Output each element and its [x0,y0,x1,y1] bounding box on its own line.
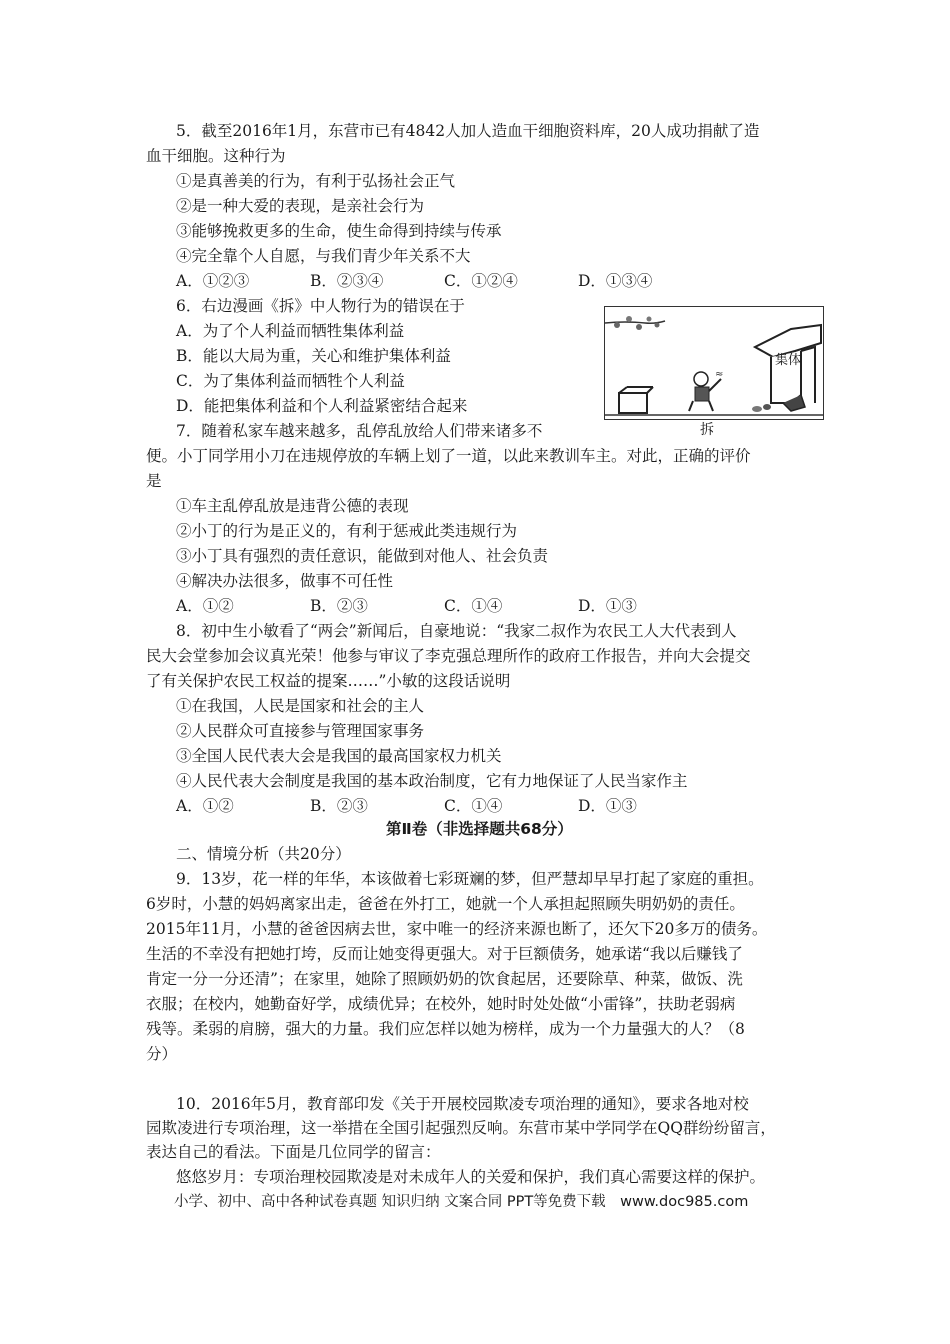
q8-stem-line2: 民大会堂参加会议真光荣！他参与审议了李克强总理所作的政府工作报告，并向大会提交 [146,647,751,665]
q5-option-a: A．①②③ [176,272,250,290]
q9-line2: 6岁时，小慧的妈妈离家出走，爸爸在外打工，她就一个人承担起照顾失明奶奶的责任。 [146,895,745,913]
q9-line1: 9．13岁，花一样的年华，本该做着七彩斑斓的梦，但严慧却早早打起了家庭的重担。 [176,870,764,888]
q5-option-d: D．①③④ [578,272,653,290]
q10-line1: 10．2016年5月，教育部印发《关于开展校园欺凌专项治理的通知》，要求各地对校 [176,1095,749,1113]
q8-stem-line3: 了有关保护农民工权益的提案……”小敏的这段话说明 [146,672,511,690]
q9-line4: 生活的不幸没有把她打垮，反而让她变得更强大。对于巨额债务，她承诺“我以后赚钱了 [146,945,743,963]
q5-stem-line1: 5．截至2016年1月，东营市已有4842人加人造血干细胞资料库，20人成功捐献了造 [176,122,760,140]
part2-heading: 第Ⅱ卷（非选择题共68分） [386,820,573,838]
q7-stem-line1: 7．随着私家车越来越多，乱停乱放给人们带来诸多不 [176,422,543,440]
q8-option-a: A．①② [176,797,234,815]
q10-line3: 表达自己的看法。下面是几位同学的留言： [146,1143,441,1161]
q7-option-d: D．①③ [578,597,637,615]
q6-stem: 6．右边漫画《拆》中人物行为的错误在于 [176,297,465,315]
q7-stem-line3: 是 [146,472,162,490]
q7-option-a: A．①② [176,597,234,615]
q9-line3: 2015年11月，小慧的爸爸因病去世，家中唯一的经济来源也断了，还欠下20多万的债务。 [146,920,768,938]
q8-statement-1: ①在我国，人民是国家和社会的主人 [176,697,425,715]
q7-statement-3: ③小丁具有强烈的责任意识，能做到对他人、社会负责 [176,547,549,565]
q5-statement-1: ①是真善美的行为，有利于弘扬社会正气 [176,172,456,190]
q5-option-c: C．①②④ [444,272,518,290]
q8-option-c: C．①④ [444,797,503,815]
q7-option-c: C．①④ [444,597,503,615]
q5-statement-3: ③能够挽救更多的生命，使生命得到持续与传承 [176,222,502,240]
q6-option-b: B．能以大局为重，关心和维护集体利益 [176,347,451,365]
q6-option-a: A．为了个人利益而牺牲集体利益 [176,322,405,340]
q9-line6: 衣服；在校内，她勤奋好学，成绩优异；在校外，她时时处处做“小雷锋”，扶助老弱病 [146,995,736,1013]
q8-statement-3: ③全国人民代表大会是我国的最高国家权力机关 [176,747,502,765]
q5-statement-4: ④完全靠个人自愿，与我们青少年关系不大 [176,247,471,265]
cartoon-caption: 拆 [700,422,714,438]
section-heading: 二、情境分析（共20分） [176,845,351,863]
q7-statement-1: ①车主乱停乱放是违背公德的表现 [176,497,409,515]
q7-option-b: B．②③ [310,597,368,615]
q7-statement-2: ②小丁的行为是正义的，有利于惩戒此类违规行为 [176,522,518,540]
q6-option-c: C．为了集体利益而牺牲个人利益 [176,372,405,390]
q8-statement-2: ②人民群众可直接参与管理国家事务 [176,722,425,740]
cartoon-label: 集体 [775,353,802,368]
q5-option-b: B．②③④ [310,272,384,290]
q5-statement-2: ②是一种大爱的表现，是亲社会行为 [176,197,425,215]
q8-option-b: B．②③ [310,797,368,815]
q8-option-d: D．①③ [578,797,637,815]
q6-option-d: D．能把集体利益和个人利益紧密结合起来 [176,397,468,415]
q10-line4: 悠悠岁月：专项治理校园欺凌是对未成年人的关爱和保护，我们真心需要这样的保护。 [176,1168,766,1186]
q9-line5: 肯定一分一分还清”；在家里，她除了照顾奶奶的饮食起居，还要除草、种菜，做饭、洗 [146,970,743,988]
cartoon-image [604,306,824,420]
q9-line7: 残等。柔弱的肩膀，强大的力量。我们应怎样以她为榜样，成为一个力量强大的人？（8 [146,1020,745,1038]
q8-statement-4: ④人民代表大会制度是我国的基本政治制度，它有力地保证了人民当家作主 [176,772,688,790]
q7-stem-line2: 便。小丁同学用小刀在违规停放的车辆上划了一道，以此来教训车主。对此，正确的评价 [146,447,751,465]
q7-statement-4: ④解决办法很多，做事不可任性 [176,572,394,590]
q9-line8: 分） [146,1045,178,1063]
svg-text:≈: ≈ [715,369,724,380]
q10-line2: 园欺凌进行专项治理，这一举措在全国引起强烈反响。东营市某中学同学在QQ群纷纷留言， [146,1119,776,1137]
q5-stem-line2: 血干细胞。这种行为 [146,147,286,165]
footer-text: 小学、初中、高中各种试卷真题 知识归纳 文案合同 PPT等免费下载 www.doc985.com [174,1194,749,1210]
q8-stem-line1: 8．初中生小敏看了“两会”新闻后，自豪地说：“我家二叔作为农民工人大代表到人 [176,622,737,640]
